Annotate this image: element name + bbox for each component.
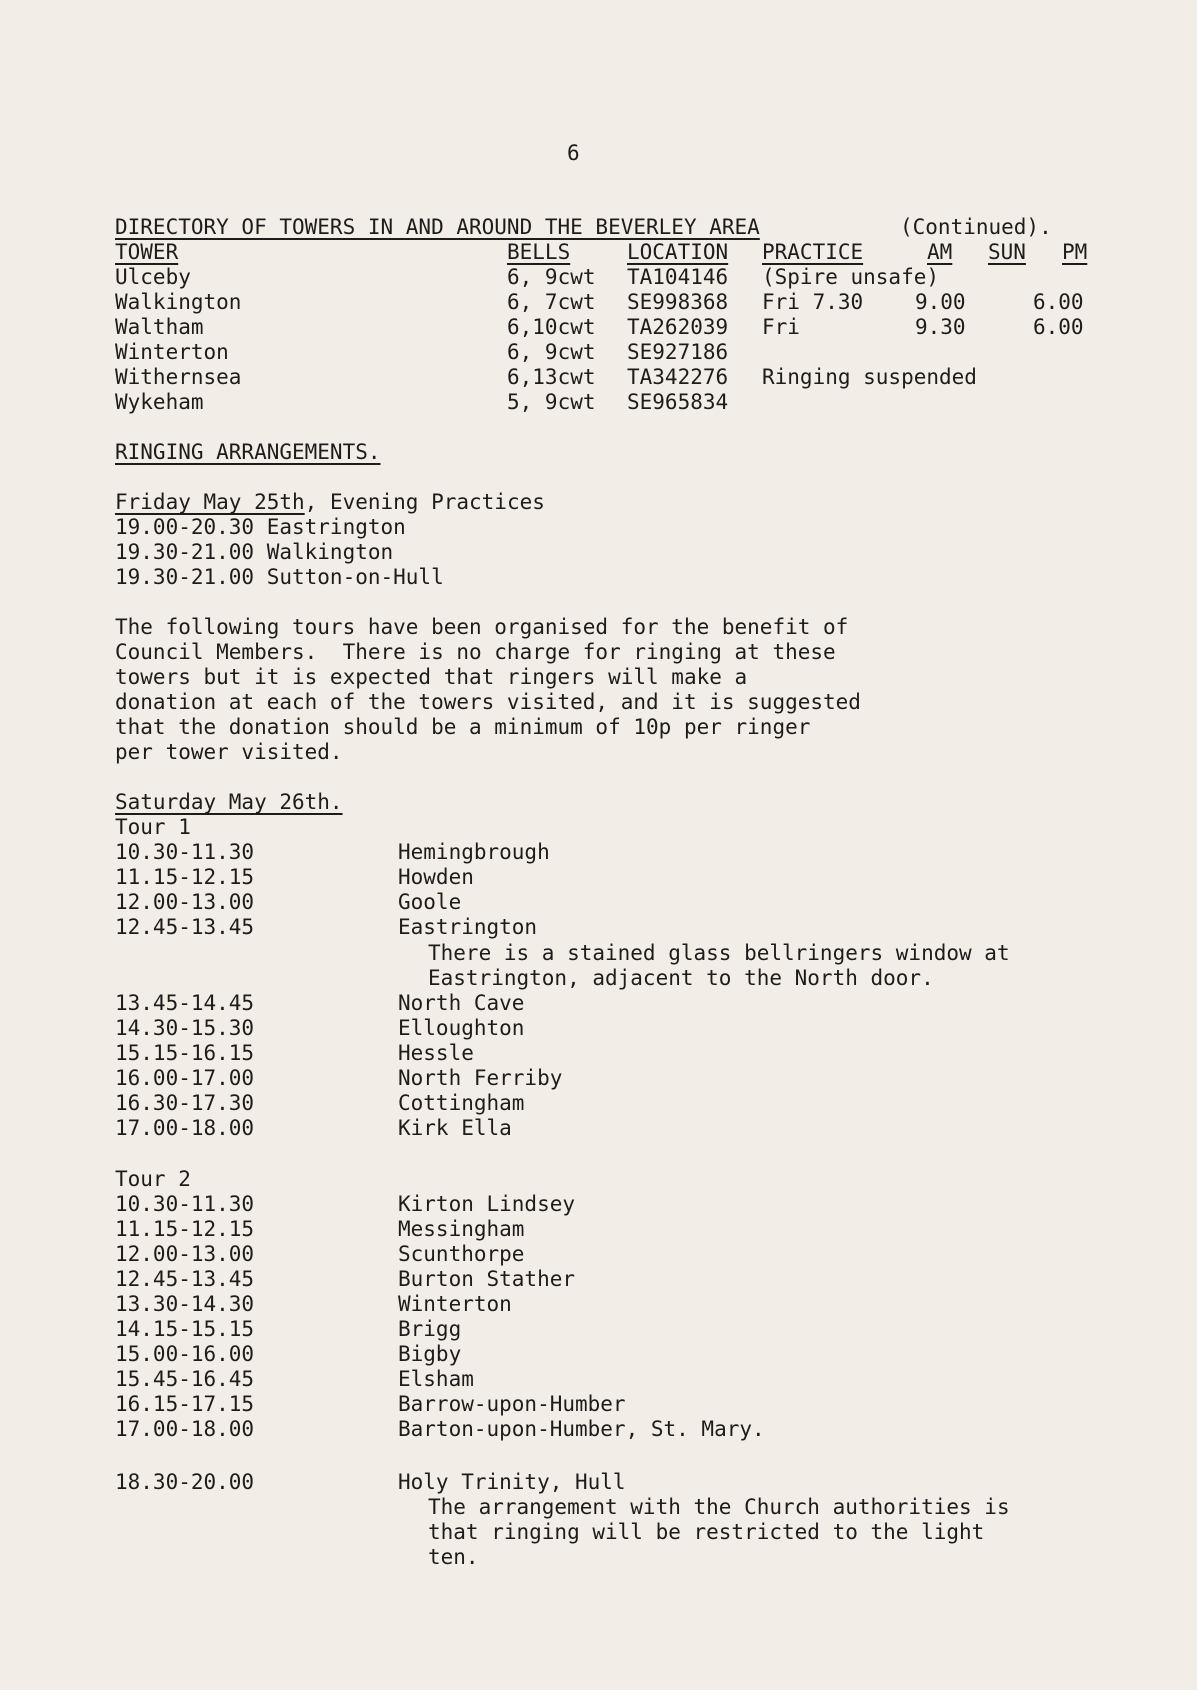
- tour-tower: Kirton Lindsey: [398, 1192, 576, 1216]
- header-am: AM: [927, 240, 953, 264]
- tour-time: 15.00-16.00: [115, 1342, 255, 1366]
- tour-time: 14.15-15.15: [115, 1317, 255, 1341]
- tour-tower: Barton-upon-Humber, St. Mary.: [398, 1417, 765, 1441]
- tour-tower: Bigby: [398, 1342, 462, 1366]
- row-location: SE927186: [627, 340, 729, 364]
- final-note-line: that ringing will be restricted to the light: [428, 1520, 985, 1544]
- tour1-note-line: There is a stained glass bellringers window at: [428, 941, 1010, 965]
- tour-time: 16.30-17.30: [115, 1091, 255, 1115]
- tour-tower: Hemingbrough: [398, 840, 550, 864]
- tour-time: 10.30-11.30: [115, 840, 255, 864]
- saturday-heading: Saturday May 26th.: [115, 790, 343, 814]
- paragraph-line: donation at each of the towers visited, and it is suggested: [115, 690, 861, 714]
- tour-time: 11.15-12.15: [115, 1217, 255, 1241]
- paragraph-line: that the donation should be a minimum of 10p per ringer: [115, 715, 811, 739]
- tour-tower: Scunthorpe: [398, 1242, 525, 1266]
- row-practice: Fri 7.30: [762, 290, 864, 314]
- row-location: TA262039: [627, 315, 729, 339]
- row-practice: Fri: [762, 315, 800, 339]
- row-bells: 6, 7cwt: [507, 290, 596, 314]
- row-pm: 6.00: [1033, 315, 1084, 339]
- header-location: LOCATION: [627, 240, 729, 264]
- row-practice: (Spire unsafe): [762, 265, 940, 289]
- tour1-label: Tour 1: [115, 815, 191, 839]
- row-tower: Wykeham: [115, 390, 204, 414]
- tour-time: 14.30-15.30: [115, 1016, 255, 1040]
- tour1-note-line: Eastrington, adjacent to the North door.: [428, 966, 934, 990]
- row-bells: 6,13cwt: [507, 365, 596, 389]
- tour-tower: North Cave: [398, 991, 525, 1015]
- friday-item: 19.30-21.00 Sutton-on-Hull: [115, 565, 444, 589]
- row-am: 9.30: [915, 315, 966, 339]
- friday-item: 19.00-20.30 Eastrington: [115, 515, 406, 539]
- row-tower: Withernsea: [115, 365, 242, 389]
- friday-suffix: , Evening Practices: [304, 490, 545, 514]
- tour-time: 15.45-16.45: [115, 1367, 255, 1391]
- header-practice: PRACTICE: [762, 240, 864, 264]
- tour-time: 11.15-12.15: [115, 865, 255, 889]
- row-bells: 6,10cwt: [507, 315, 596, 339]
- tour-time: 12.00-13.00: [115, 890, 255, 914]
- paragraph-line: per tower visited.: [115, 740, 343, 764]
- paragraph-line: Council Members. There is no charge for ringing at these: [115, 640, 836, 664]
- directory-title: DIRECTORY OF TOWERS IN AND AROUND THE BEVERLEY AREA: [115, 215, 760, 239]
- page-number: 6: [567, 141, 580, 165]
- row-bells: 6, 9cwt: [507, 265, 596, 289]
- row-location: TA104146: [627, 265, 729, 289]
- row-location: SE965834: [627, 390, 729, 414]
- tour-time: 15.15-16.15: [115, 1041, 255, 1065]
- tour-time: 12.45-13.45: [115, 915, 255, 939]
- row-tower: Winterton: [115, 340, 229, 364]
- tour-time: 10.30-11.30: [115, 1192, 255, 1216]
- row-tower: Ulceby: [115, 265, 191, 289]
- tour-tower: Barrow-upon-Humber: [398, 1392, 626, 1416]
- tour-tower: Hessle: [398, 1041, 474, 1065]
- final-time: 18.30-20.00: [115, 1470, 255, 1494]
- tour-tower: Eastrington: [398, 915, 538, 939]
- tour-time: 12.00-13.00: [115, 1242, 255, 1266]
- row-tower: Waltham: [115, 315, 204, 339]
- row-pm: 6.00: [1033, 290, 1084, 314]
- final-tower: Holy Trinity, Hull: [398, 1470, 626, 1494]
- tour-tower: Elloughton: [398, 1016, 525, 1040]
- paragraph-line: towers but it is expected that ringers will make a: [115, 665, 748, 689]
- tour-tower: Brigg: [398, 1317, 462, 1341]
- row-tower: Walkington: [115, 290, 242, 314]
- row-bells: 5, 9cwt: [507, 390, 596, 414]
- row-bells: 6, 9cwt: [507, 340, 596, 364]
- header-sun: SUN: [988, 240, 1026, 264]
- friday-line: [115, 490, 545, 515]
- friday-item: 19.30-21.00 Walkington: [115, 540, 394, 564]
- tour-time: 17.00-18.00: [115, 1116, 255, 1140]
- tour-tower: Howden: [398, 865, 474, 889]
- tour-tower: Messingham: [398, 1217, 525, 1241]
- tour2-label: Tour 2: [115, 1167, 191, 1191]
- directory-title-suffix: (Continued).: [900, 215, 1052, 239]
- ringing-heading: RINGING ARRANGEMENTS.: [115, 440, 381, 464]
- final-note-line: ten.: [428, 1545, 479, 1569]
- tour-time: 13.45-14.45: [115, 991, 255, 1015]
- tour-tower: North Ferriby: [398, 1066, 563, 1090]
- row-location: TA342276: [627, 365, 729, 389]
- header-tower: TOWER: [115, 240, 179, 264]
- final-note-line: The arrangement with the Church authorities is: [428, 1495, 1010, 1519]
- row-location: SE998368: [627, 290, 729, 314]
- tour-tower: Winterton: [398, 1292, 512, 1316]
- tour-tower: Cottingham: [398, 1091, 525, 1115]
- paragraph-line: The following tours have been organised for the benefit of: [115, 615, 849, 639]
- header-pm: PM: [1062, 240, 1088, 264]
- row-am: 9.00: [915, 290, 966, 314]
- tour-time: 17.00-18.00: [115, 1417, 255, 1441]
- tour-time: 13.30-14.30: [115, 1292, 255, 1316]
- tour-time: 16.00-17.00: [115, 1066, 255, 1090]
- tour-time: 16.15-17.15: [115, 1392, 255, 1416]
- tour-tower: Burton Stather: [398, 1267, 576, 1291]
- row-practice: Ringing suspended: [762, 365, 977, 389]
- tour-tower: Goole: [398, 890, 462, 914]
- tour-tower: Elsham: [398, 1367, 474, 1391]
- tour-time: 12.45-13.45: [115, 1267, 255, 1291]
- tour-tower: Kirk Ella: [398, 1116, 512, 1140]
- friday-heading: Friday May 25th: [115, 490, 305, 514]
- header-bells: BELLS: [507, 240, 571, 264]
